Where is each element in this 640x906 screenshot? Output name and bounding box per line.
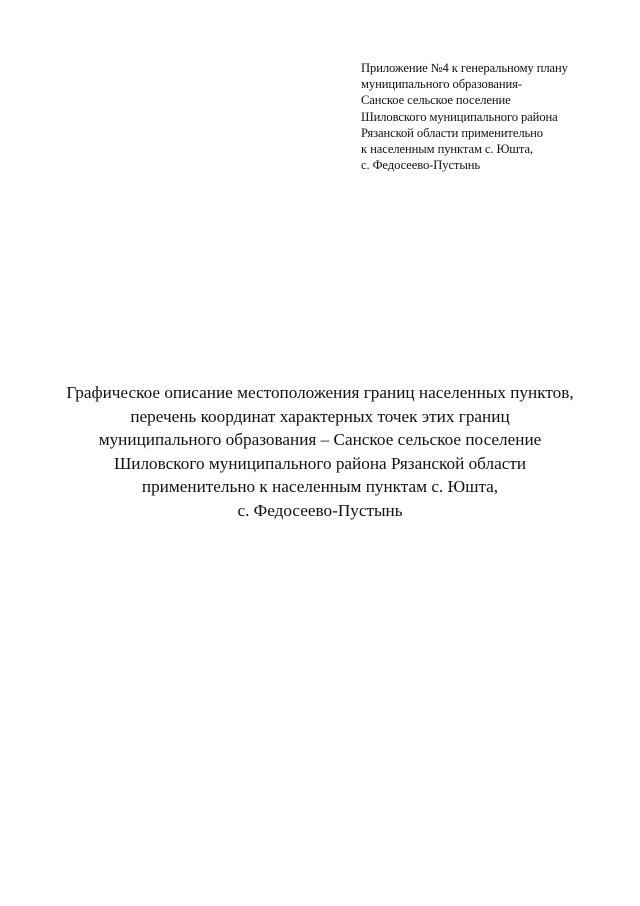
- appendix-note-line: Рязанской области применительно: [361, 125, 543, 140]
- document-title-line: Шиловского муниципального района Рязанской области: [113, 453, 527, 473]
- appendix-note: [361, 60, 631, 173]
- document-title-line: перечень координат характерных точек этих границ: [130, 406, 510, 426]
- appendix-note-line: Санское сельское поселение: [361, 93, 511, 108]
- appendix-note-line: муниципального образования-: [361, 77, 522, 92]
- appendix-note-line: Приложение №4 к генеральному плану: [361, 61, 568, 75]
- document-title-line: муниципального образования – Санское сельское поселение: [98, 430, 542, 450]
- appendix-note-line: к населенным пунктам с. Юшта,: [361, 142, 533, 157]
- document-title-line: с. Федосеево-Пустынь: [237, 500, 403, 520]
- document-title-line: применительно к населенным пунктам с. Юшта,: [141, 477, 499, 497]
- appendix-note-line: Шиловского муниципального района: [361, 109, 558, 124]
- document-title: [20, 381, 620, 523]
- document-title-line: Графическое описание местоположения границ населенных пунктов,: [66, 383, 574, 402]
- appendix-note-line: с. Федосеево-Пустынь: [361, 158, 480, 173]
